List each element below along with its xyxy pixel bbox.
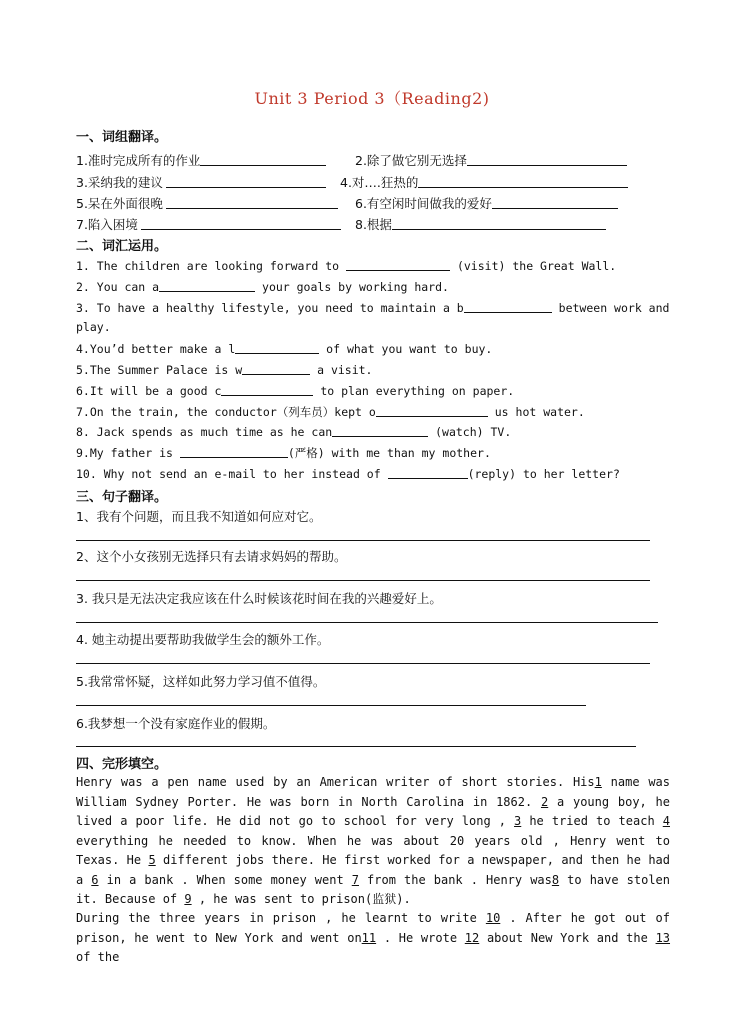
blank[interactable]	[492, 196, 618, 209]
vocab-text: play.	[76, 320, 111, 334]
answer-line-4[interactable]	[76, 663, 650, 664]
cloze-blank[interactable]: 9	[184, 892, 192, 906]
section-3-heading: 三、句子翻译。	[76, 490, 168, 505]
cloze-text: . After he got out of prison, he went to New York and went on	[76, 911, 670, 945]
vocab-text: (reply) to her letter?	[467, 467, 620, 481]
vocab-item-1	[76, 258, 670, 273]
translation-prompt-3: 3. 我只是无法决定我应该在什么时候该花时间在我的兴趣爱好上。	[76, 591, 442, 606]
cloze-text: a young boy, he lived a poor life. He did not go to school for very long ,	[76, 794, 670, 828]
phrase-2: 2.除了做它别无选择	[355, 153, 467, 168]
cloze-text: During the three years in prison , he learnt to write	[76, 911, 486, 925]
vocab-item-2	[76, 279, 670, 294]
blank[interactable]	[242, 362, 310, 375]
cloze-text: Henry was a pen name used by an American writer of short stories. His	[76, 775, 595, 789]
cloze-blank[interactable]: 1	[594, 775, 602, 789]
phrase-4: 4.对….狂热的	[340, 175, 419, 190]
blank[interactable]	[159, 279, 255, 292]
vocab-text: (visit) the Great Wall.	[450, 259, 617, 273]
phrase-5: 5.呆在外面很晚	[76, 196, 163, 211]
cloze-blank[interactable]: 12	[464, 930, 480, 945]
vocab-text: 8. Jack spends as much time as he can	[76, 425, 333, 439]
vocab-text: 3. To have a healthy lifestyle, you need to maintain a b	[76, 301, 464, 315]
vocab-item-6	[76, 383, 670, 398]
blank[interactable]	[166, 175, 326, 188]
vocab-text: (严格) with me than my mother.	[287, 446, 491, 460]
vocab-text: 2. You can a	[76, 280, 160, 294]
cloze-paragraph-2	[76, 909, 670, 968]
page-title: Unit 3 Period 3（Reading2)	[254, 89, 490, 108]
vocab-text: us hot water.	[487, 405, 585, 419]
section-1-heading: 一、词组翻译。	[76, 130, 168, 145]
cloze-text: in a bank . When some money went	[98, 872, 352, 887]
phrase-6: 6.有空闲时间做我的爱好	[355, 196, 492, 211]
cloze-blank[interactable]: 10	[485, 911, 501, 925]
vocab-item-9	[76, 445, 670, 461]
cloze-blank[interactable]: 8	[551, 872, 560, 887]
vocab-text: (watch) TV.	[428, 425, 512, 439]
blank[interactable]	[346, 258, 450, 271]
blank[interactable]	[166, 196, 338, 209]
blank[interactable]	[418, 175, 628, 188]
answer-line-3[interactable]	[76, 622, 658, 623]
translation-prompt-4: 4. 她主动提出要帮助我做学生会的额外工作。	[76, 632, 330, 647]
blank[interactable]	[200, 153, 326, 166]
vocab-text: 6.It will be a good c	[76, 384, 222, 398]
blank[interactable]	[235, 341, 319, 354]
cloze-blank[interactable]: 4	[662, 814, 670, 828]
vocab-text: 9.My father is	[76, 446, 180, 460]
cloze-text: to have stolen it. Because of	[76, 872, 671, 906]
phrase-row-3	[76, 194, 670, 212]
translation-prompt-1: 1、我有个问题，而且我不知道如何应对它。	[76, 509, 322, 524]
vocab-item-4	[76, 341, 670, 356]
vocab-item-3-cont	[76, 320, 670, 334]
blank[interactable]	[332, 424, 428, 437]
section-4-heading: 四、完形填空。	[76, 757, 168, 772]
cloze-text: of the	[76, 950, 120, 964]
phrase-1: 1.准时完成所有的作业	[76, 153, 201, 168]
vocab-text: your goals by working hard.	[255, 280, 449, 294]
answer-line-5[interactable]	[76, 705, 586, 706]
blank[interactable]	[180, 445, 288, 458]
blank[interactable]	[221, 383, 313, 396]
cloze-text: , he was sent to prison(监狱).	[191, 892, 411, 906]
vocab-item-5	[76, 362, 670, 377]
phrase-7: 7.陷入困境	[76, 217, 138, 232]
translation-prompt-5: 5.我常常怀疑，这样如此努力学习值不值得。	[76, 674, 326, 689]
cloze-paragraph-1	[76, 773, 670, 910]
cloze-blank[interactable]: 2	[540, 794, 549, 809]
answer-line-2[interactable]	[76, 580, 650, 581]
cloze-blank[interactable]: 13	[655, 930, 671, 945]
phrase-row-4	[76, 215, 670, 233]
cloze-text: different jobs there. He first worked for a newspaper, and then he had a	[76, 853, 671, 887]
vocab-item-3	[76, 300, 670, 315]
translation-prompt-2: 2、这个小女孩别无选择只有去请求妈妈的帮助。	[76, 549, 347, 564]
cloze-text: about New York and the	[479, 930, 656, 945]
answer-line-6[interactable]	[76, 746, 636, 747]
blank[interactable]	[141, 217, 341, 230]
blank[interactable]	[467, 153, 627, 166]
cloze-blank[interactable]: 3	[514, 814, 522, 828]
cloze-text: . He wrote	[376, 930, 465, 945]
cloze-text: everything he needed to know. When he was about 20 years old , Henry went to Texas. He	[76, 833, 670, 867]
vocab-text: between work and	[551, 301, 670, 315]
vocab-text: 5.The Summer Palace is w	[76, 363, 243, 377]
vocab-text: a visit.	[310, 363, 373, 377]
cloze-text: he tried to teach	[521, 814, 663, 828]
vocab-text: to plan everything on paper.	[313, 384, 515, 398]
blank[interactable]	[388, 466, 468, 479]
vocab-text: 10. Why not send an e-mail to her instead of	[76, 467, 388, 481]
blank[interactable]	[392, 217, 606, 230]
vocab-text: 4.You’d better make a l	[76, 342, 236, 356]
vocab-item-8	[76, 424, 670, 439]
vocab-text: of what you want to buy.	[319, 342, 493, 356]
cloze-blank[interactable]: 11	[361, 930, 377, 945]
blank[interactable]	[464, 300, 552, 313]
translation-prompt-6: 6.我梦想一个没有家庭作业的假期。	[76, 716, 276, 731]
cloze-text: name was William Sydney Porter. He was born in North Carolina in 1862.	[76, 775, 670, 809]
phrase-3: 3.采纳我的建议	[76, 175, 163, 190]
cloze-blank[interactable]: 5	[148, 853, 156, 867]
cloze-text: from the bank . Henry was	[358, 872, 552, 887]
vocab-text: 1. The children are looking forward to	[76, 259, 347, 273]
phrase-row-2	[76, 173, 670, 191]
vocab-text: 7.On the train, the conductor（列车员）kept o	[76, 405, 376, 419]
vocab-item-10	[76, 466, 670, 481]
cloze-blank[interactable]: 7	[351, 872, 359, 887]
section-2-heading: 二、词汇运用。	[76, 239, 168, 254]
blank[interactable]	[376, 404, 488, 417]
cloze-blank[interactable]: 6	[91, 872, 99, 887]
answer-line-1[interactable]	[76, 540, 650, 541]
phrase-row-1	[76, 151, 670, 169]
vocab-item-7	[76, 404, 670, 420]
phrase-8: 8.根据	[355, 217, 392, 232]
